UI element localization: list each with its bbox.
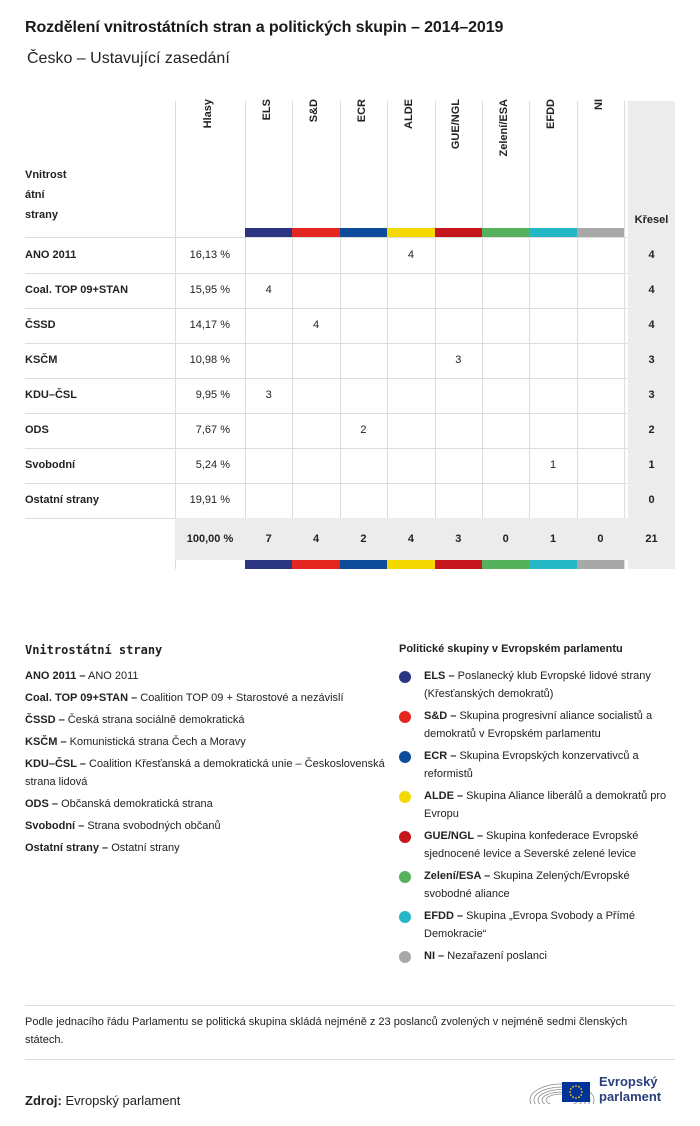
seat-total: 3 <box>648 389 655 401</box>
national-parties-legend <box>25 643 385 861</box>
group-column-header: GUE/NGL <box>450 99 463 150</box>
legend-abbr: EFDD – <box>424 910 464 922</box>
legend-abbr: ČSSD – <box>25 714 65 726</box>
color-dot-icon <box>399 791 411 803</box>
vote-share: 5,24 % <box>195 459 230 471</box>
column-divider <box>529 101 530 237</box>
color-dot-icon <box>399 751 411 763</box>
legend-item <box>25 817 385 835</box>
group-column-header: S&D <box>308 99 321 123</box>
total-group-seats: 4 <box>407 533 414 545</box>
logo-line: Evropský <box>599 1074 658 1089</box>
vote-share: 10,98 % <box>189 354 230 366</box>
party-column-header <box>25 165 170 225</box>
color-dot-icon <box>399 871 411 883</box>
column-divider <box>624 101 625 237</box>
total-group-seats: 1 <box>550 533 557 545</box>
seat-total: 4 <box>648 249 655 261</box>
source-line <box>25 1093 180 1108</box>
party-name: KDU–ČSL <box>25 389 77 401</box>
group-column-header: ECR <box>355 99 368 123</box>
legend-desc: Skupina progresivní aliance socialistů a demokratů v Evropském parlamentu <box>424 710 653 740</box>
seat-count: 3 <box>455 354 462 366</box>
group-column-header: ALDE <box>402 99 415 129</box>
vote-share: 9,95 % <box>195 389 230 401</box>
group-color-bar <box>435 228 482 237</box>
group-color-bar <box>577 560 624 569</box>
column-divider <box>340 101 341 237</box>
legend-desc: Skupina Zelených/Evropské svobodné aliance <box>424 870 630 900</box>
seat-count: 4 <box>313 319 320 331</box>
seat-count: 2 <box>360 424 367 436</box>
legend-item <box>399 827 679 863</box>
party-name: ODS <box>25 424 49 436</box>
logo-line: parlament <box>599 1089 662 1104</box>
seat-total: 4 <box>648 284 655 296</box>
legend-desc: Občanská demokratická strana <box>58 798 213 810</box>
party-name: Svobodní <box>25 459 76 471</box>
votes-column-header: Hlasy <box>202 99 214 129</box>
group-column-header: NI <box>592 99 605 110</box>
seat-total: 2 <box>648 424 655 436</box>
seat-count: 3 <box>265 389 272 401</box>
vote-share: 16,13 % <box>189 249 230 261</box>
total-seats: 21 <box>645 533 658 545</box>
party-header-line: átní <box>25 189 45 201</box>
column-divider <box>435 101 436 237</box>
seat-total: 3 <box>648 354 655 366</box>
group-color-bar <box>529 560 576 569</box>
legend-abbr: KDU–ČSL – <box>25 758 86 770</box>
party-name: Coal. TOP 09+STAN <box>25 284 129 296</box>
legend-item <box>25 839 385 857</box>
legend-item <box>399 747 679 783</box>
group-color-bar <box>292 228 339 237</box>
column-divider <box>245 101 246 569</box>
group-column-header: EFDD <box>545 99 558 129</box>
group-column-header: ELS <box>260 99 273 121</box>
seats-column-header: Křesel <box>634 214 669 226</box>
party-header-line: strany <box>25 209 59 221</box>
column-divider <box>482 101 483 237</box>
legend-item <box>25 689 385 707</box>
legend-item <box>399 867 679 903</box>
row-divider <box>25 483 628 484</box>
legend-abbr: ECR – <box>424 750 457 762</box>
row-divider <box>25 237 628 238</box>
vote-share: 7,67 % <box>195 424 230 436</box>
group-color-bar <box>577 228 624 237</box>
color-dot-icon <box>399 711 411 723</box>
seat-total: 0 <box>648 494 655 506</box>
eu-flag-icon <box>562 1082 590 1102</box>
vote-share: 15,95 % <box>189 284 230 296</box>
total-group-seats: 0 <box>502 533 509 545</box>
group-color-bar <box>435 560 482 569</box>
legend-desc: Skupina Evropských konzervativců a reformistů <box>424 750 639 780</box>
seat-count: 4 <box>407 249 414 261</box>
group-color-bar <box>482 560 529 569</box>
legend-abbr: ALDE – <box>424 790 464 802</box>
vote-share: 19,91 % <box>189 494 230 506</box>
legend-item <box>399 947 679 965</box>
legend-abbr: S&D – <box>424 710 457 722</box>
legend-abbr: Zelení/ESA – <box>424 870 491 882</box>
color-dot-icon <box>399 831 411 843</box>
legend-desc: Skupina konfederace Evropské sjednocené levice a Severské zelené levice <box>424 830 639 860</box>
legend-desc: Poslanecký klub Evropské lidové strany (Křesťanských demokratů) <box>424 670 651 700</box>
color-dot-icon <box>399 951 411 963</box>
source-value: Evropský parlament <box>61 1093 181 1108</box>
color-dot-icon <box>399 911 411 923</box>
legend-desc: Skupina Aliance liberálů a demokratů pro Evropu <box>424 790 667 820</box>
divider <box>25 1005 675 1006</box>
legend-item <box>25 733 385 751</box>
legend-desc: ANO 2011 <box>85 670 139 682</box>
legend-item <box>399 667 679 703</box>
legend-abbr: Coal. TOP 09+STAN – <box>25 692 138 704</box>
row-divider <box>25 413 628 414</box>
party-name: KSČM <box>25 354 58 366</box>
legend-item <box>25 667 385 685</box>
group-color-bar <box>245 560 292 569</box>
column-divider <box>387 101 388 237</box>
legend-item <box>25 795 385 813</box>
group-color-bar <box>245 228 292 237</box>
legend-desc: Coalition Křesťanská a demokratická unie – Československá strana lidová <box>25 758 385 788</box>
legend-desc: Česká strana sociálně demokratická <box>64 714 245 726</box>
seat-count: 1 <box>550 459 557 471</box>
group-color-bar <box>482 228 529 237</box>
group-color-bar <box>292 560 339 569</box>
legend-desc: Komunistická strana Čech a Moravy <box>66 736 246 748</box>
total-group-seats: 0 <box>597 533 604 545</box>
legend-abbr: Svobodní – <box>25 820 85 832</box>
column-divider <box>292 101 293 237</box>
row-divider <box>25 343 628 344</box>
legend-abbr: Ostatní strany – <box>25 842 109 854</box>
party-name: ČSSD <box>25 319 56 331</box>
group-column-header: Zelení/ESA <box>497 99 510 157</box>
seat-distribution-table <box>25 101 675 569</box>
legend-abbr: NI – <box>424 950 445 962</box>
seat-total: 1 <box>648 459 655 471</box>
legend-item <box>25 711 385 729</box>
legend-item <box>399 707 679 743</box>
party-name: Ostatní strany <box>25 494 99 506</box>
logo-text <box>599 1074 661 1104</box>
legend-item <box>25 755 385 791</box>
party-header-line: Vnitrost <box>25 169 67 181</box>
legend-item <box>399 787 679 823</box>
legend-abbr: GUE/NGL – <box>424 830 484 842</box>
total-votes: 100,00 % <box>186 533 234 545</box>
column-divider <box>577 101 578 237</box>
total-group-seats: 3 <box>455 533 462 545</box>
legend-title: Politické skupiny v Evropském parlamentu <box>399 643 623 655</box>
group-color-bar <box>387 228 434 237</box>
legend-abbr: ELS – <box>424 670 455 682</box>
total-group-seats: 4 <box>313 533 320 545</box>
legend-desc: Strana svobodných občanů <box>84 820 221 832</box>
ep-logo <box>529 1068 677 1108</box>
legend-item <box>399 907 679 943</box>
group-color-bar <box>529 228 576 237</box>
legend-abbr: KSČM – <box>25 736 67 748</box>
vote-share: 14,17 % <box>189 319 230 331</box>
color-dot-icon <box>399 671 411 683</box>
seat-total: 4 <box>648 319 655 331</box>
group-color-bar <box>340 560 387 569</box>
legend-title: Vnitrostátní strany <box>25 643 163 657</box>
group-color-bar <box>340 228 387 237</box>
total-group-seats: 7 <box>265 533 272 545</box>
legend-desc: Coalition TOP 09 + Starostové a nezávislí <box>137 692 344 704</box>
row-divider <box>25 378 628 379</box>
page-subtitle: Česko – Ustavující zasedání <box>27 50 230 67</box>
total-group-seats: 2 <box>360 533 367 545</box>
legend-desc: Ostatní strany <box>108 842 180 854</box>
party-name: ANO 2011 <box>25 249 77 261</box>
source-label: Zdroj: <box>25 1093 62 1108</box>
legend-desc: Nezařazení poslanci <box>444 950 547 962</box>
page-title: Rozdělení vnitrostátních stran a politických skupin – 2014–2019 <box>25 19 504 36</box>
group-color-bar <box>387 560 434 569</box>
seat-count: 4 <box>265 284 272 296</box>
political-groups-legend <box>399 643 679 969</box>
legend-desc: Skupina „Evropa Svobody a Přímé Demokracie“ <box>424 910 635 940</box>
legend-abbr: ANO 2011 – <box>25 670 86 682</box>
footnote: Podle jednacího řádu Parlamentu se politická skupina skládá nejméně z 23 poslanců zvolených v nejméně sedmi členských státech. <box>25 1016 628 1046</box>
divider <box>25 1059 675 1060</box>
legend-abbr: ODS – <box>25 798 59 810</box>
